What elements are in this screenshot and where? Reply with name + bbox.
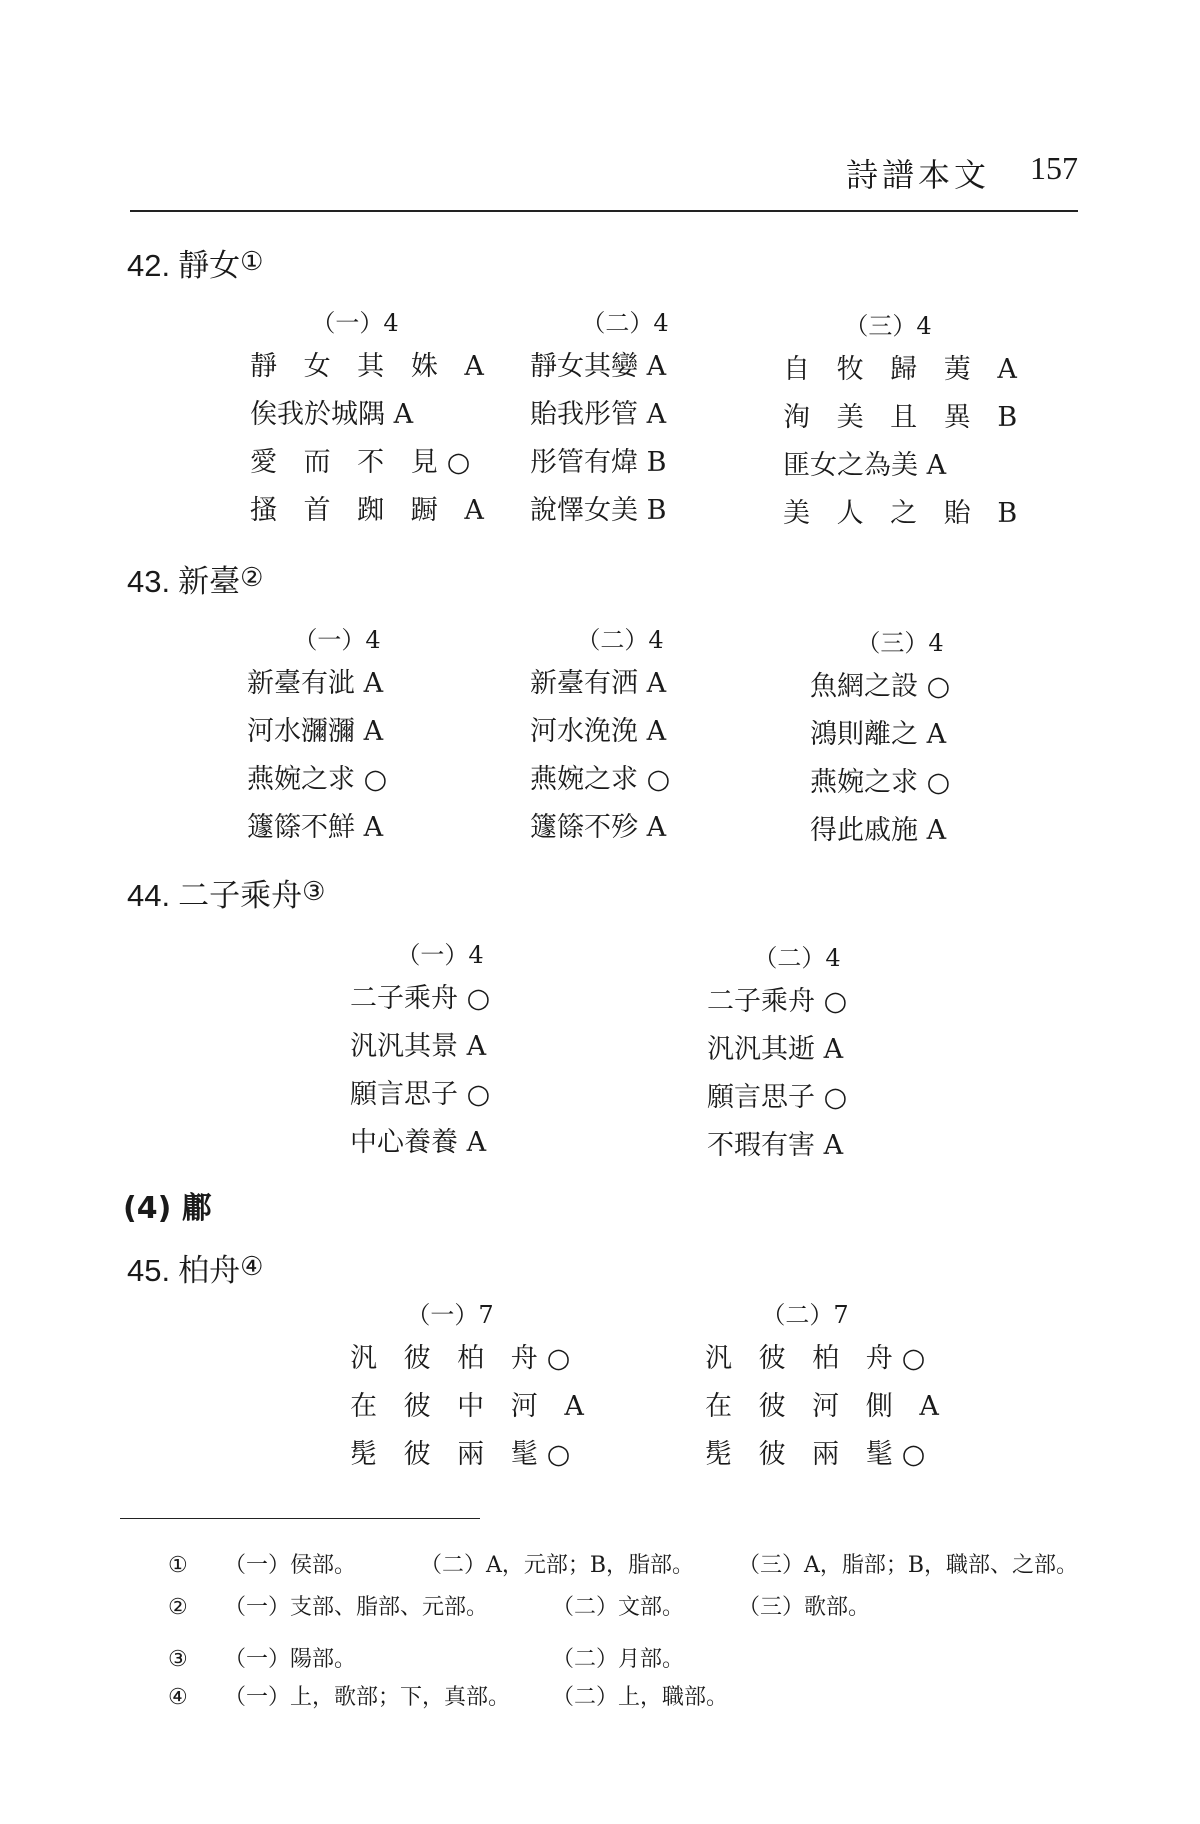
verse-line: 願言思子 ○	[707, 1082, 848, 1113]
verse-line: 新臺有泚 A	[247, 668, 384, 699]
verse-line: 洵 美 且 異 B	[783, 402, 1027, 433]
verse-line: 新臺有洒 A	[530, 668, 667, 699]
footnote-mark: ①	[168, 1553, 188, 1578]
stanza-label: （二）7	[761, 1301, 849, 1329]
verse-line: 燕婉之求 ○	[247, 764, 388, 795]
verse-line: 美 人 之 貽 B	[783, 498, 1027, 529]
section-title-44: 44. 二子乘舟③	[127, 877, 326, 914]
verse-line: 在 彼 中 河 A	[350, 1391, 593, 1422]
footnote-mark: ④	[168, 1685, 188, 1710]
verse-line: 靜 女 其 姝 A	[250, 351, 493, 382]
footnote-part: （一）侯部。	[224, 1553, 357, 1578]
verse-line: 俟我於城隅 A	[250, 399, 414, 430]
verse-line: 自 牧 歸 荑 A	[783, 354, 1026, 385]
verse-line: 匪女之為美 A	[783, 450, 947, 481]
verse-line: 燕婉之求 ○	[810, 767, 951, 798]
verse-line: 汎汎其景 A	[350, 1031, 487, 1062]
header-title: 詩譜本文	[845, 156, 990, 194]
page-number: 157	[1030, 150, 1078, 186]
stanza-label: （二）4	[581, 309, 669, 337]
footnote-rule	[120, 1518, 480, 1519]
footnote-1	[168, 1548, 1079, 1584]
footnote-part: （一）陽部。	[224, 1647, 357, 1672]
stanza-label: （三）4	[844, 312, 932, 340]
verse-line: 燕婉之求 ○	[530, 764, 671, 795]
footnote-part: （二）月部。	[552, 1647, 685, 1672]
verse-line: 在 彼 河 側 A	[705, 1391, 948, 1422]
stanza-45-1	[350, 1295, 593, 1479]
verse-line: 得此戚施 A	[810, 815, 947, 846]
footnote-part: （二）A，元部；B，脂部。	[420, 1553, 695, 1578]
footnote-part: （一）上，歌部；下，真部。	[224, 1685, 511, 1710]
stanza-44-2	[707, 938, 887, 1170]
footnote-part: （一）支部、脂部、元部。	[224, 1595, 489, 1620]
footnote-mark: ②	[168, 1595, 188, 1620]
verse-line: 河水浼浼 A	[530, 716, 667, 747]
verse-line: 願言思子 ○	[350, 1079, 491, 1110]
verse-line: 汎 彼 柏 舟○	[350, 1343, 580, 1374]
footnote-3	[168, 1642, 1068, 1678]
stanza-label: （二）4	[753, 944, 841, 972]
stanza-label: （一）7	[406, 1301, 494, 1329]
verse-line: 魚網之設 ○	[810, 671, 951, 702]
verse-line: 籧篨不殄 A	[530, 812, 667, 843]
verse-line: 中心養養 A	[350, 1127, 487, 1158]
section-title-42: 42. 靜女①	[127, 247, 264, 284]
verse-line: 二子乘舟 ○	[350, 983, 491, 1014]
verse-line: 河水瀰瀰 A	[247, 716, 384, 747]
verse-line: 貽我彤管 A	[530, 399, 667, 430]
footnote-part: （二）文部。	[552, 1595, 685, 1620]
stanza-label: （二）4	[576, 626, 664, 654]
stanza-42-2	[530, 303, 720, 535]
verse-line: 搔 首 踟 蹰 A	[250, 495, 493, 526]
verse-line: 說懌女美 B	[530, 495, 667, 526]
footnote-part: （三）A，脂部；B，職部、之部。	[738, 1553, 1079, 1578]
verse-line: 彤管有煒 B	[530, 447, 667, 478]
stanza-label: （一）4	[396, 941, 484, 969]
footnote-2	[168, 1590, 1068, 1626]
verse-line: 髧 彼 兩 髦○	[350, 1439, 580, 1470]
verse-line: 籧篨不鮮 A	[247, 812, 384, 843]
stanza-43-2	[530, 620, 710, 852]
footnote-mark: ③	[168, 1647, 188, 1672]
verse-line: 汎汎其逝 A	[707, 1034, 844, 1065]
verse-line: 髧 彼 兩 髦○	[705, 1439, 935, 1470]
running-header	[130, 150, 1078, 212]
stanza-42-1	[250, 303, 493, 535]
region-title: (4) 鄘	[123, 1191, 212, 1226]
section-title-45: 45. 柏舟④	[127, 1252, 264, 1289]
stanza-42-3	[783, 306, 1027, 538]
stanza-44-1	[350, 935, 530, 1167]
stanza-label: （一）4	[293, 626, 381, 654]
stanza-43-1	[247, 620, 427, 852]
section-title-43: 43. 新臺②	[127, 563, 264, 600]
stanza-45-2	[705, 1295, 948, 1479]
verse-line: 汎 彼 柏 舟○	[705, 1343, 935, 1374]
verse-line: 愛 而 不 見○	[250, 447, 480, 478]
footnote-part: （三）歌部。	[738, 1595, 871, 1620]
footnote-4	[168, 1680, 1068, 1716]
verse-line: 不瑕有害 A	[707, 1130, 844, 1161]
verse-line: 鴻則離之 A	[810, 719, 947, 750]
stanza-label: （一）4	[311, 309, 399, 337]
verse-line: 二子乘舟 ○	[707, 986, 848, 1017]
footnote-part: （二）上，職部。	[552, 1685, 729, 1710]
verse-line: 靜女其孌 A	[530, 351, 667, 382]
stanza-label: （三）4	[856, 629, 944, 657]
stanza-43-3	[810, 623, 990, 855]
